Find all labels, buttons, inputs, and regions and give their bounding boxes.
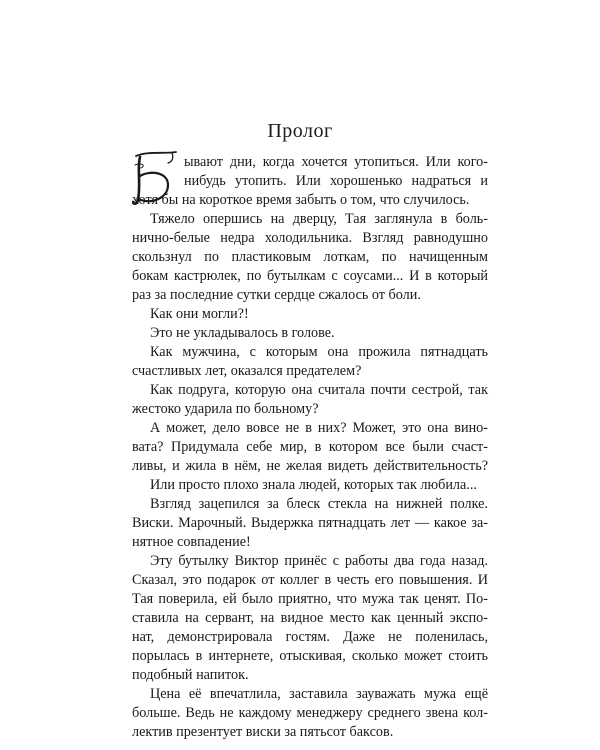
text-line: порылась в интернете, отыскивая, сколько может стоить (132, 648, 488, 664)
text-line: Или просто плохо знала людей, которых так любила... (150, 477, 477, 493)
text-line: Цена её впечатлила, заставила зауважать мужа ещё (150, 686, 488, 702)
text-line: лектив презентует виски за пятьсот баксов. (132, 724, 394, 740)
text-line: раз за последние сутки сердце сжалось от боли. (132, 287, 421, 303)
text-line: Тая поверила, ей было приятно, что мужа так ценят. По- (132, 591, 488, 607)
text-line: ливы, и жила в нём, не желая видеть действительность? (132, 458, 488, 474)
text-line: Как мужчина, с которым она прожила пятнадцать (150, 344, 488, 360)
text-line: Взгляд зацепился за блеск стекла на нижней полке. (150, 496, 488, 512)
text-line: Как они могли?! (150, 306, 249, 322)
text-line: бокам кастрюлек, по бутылкам с соусами... И в который (132, 268, 488, 284)
text-line: нятное совпадение! (132, 534, 251, 550)
text-line: больше. Ведь не каждому менеджеру среднего звена кол- (132, 705, 488, 721)
text-line: хотя бы на короткое время забыть о том, что случилось. (132, 192, 470, 208)
text-line: Тяжело опершись на дверцу, Тая заглянула в боль- (150, 211, 488, 227)
text-line: ставила на сервант, на видное место как ценный экспо- (132, 610, 488, 626)
text-line: подобный напиток. (132, 667, 249, 683)
text-line: вата? Придумала себе мир, в котором все были счаст- (132, 439, 488, 455)
text-line: А может, дело вовсе не в них? Может, это она вино- (150, 420, 488, 436)
text-line: Сказал, это подарок от коллег в честь его повышения. И (132, 572, 488, 588)
text-line: счастливых лет, оказался предателем? (132, 363, 362, 379)
text-line: нат, демонстрировала гостям. Даже не поленилась, (132, 629, 488, 645)
text-line: Как подруга, которую она считала почти сестрой, так (150, 382, 488, 398)
text-line: Это не укладывалось в голове. (150, 325, 335, 341)
text-line: ывают дни, когда хочется утопиться. Или кого- (184, 154, 488, 170)
page-title: Пролог (267, 120, 333, 142)
text-line: Виски. Марочный. Выдержка пятнадцать лет — какое за- (132, 515, 488, 531)
text-line: жестоко ударила по больному? (132, 401, 319, 417)
text-line: скользнул по пластиковым лоткам, по начищенным (132, 249, 488, 265)
text-line: нибудь утопить. Или хорошенько надраться и (184, 173, 488, 189)
text-line: Эту бутылку Виктор принёс с работы два года назад. (150, 553, 488, 569)
text-line: нично-белые недра холодильника. Взгляд равнодушно (132, 230, 488, 246)
